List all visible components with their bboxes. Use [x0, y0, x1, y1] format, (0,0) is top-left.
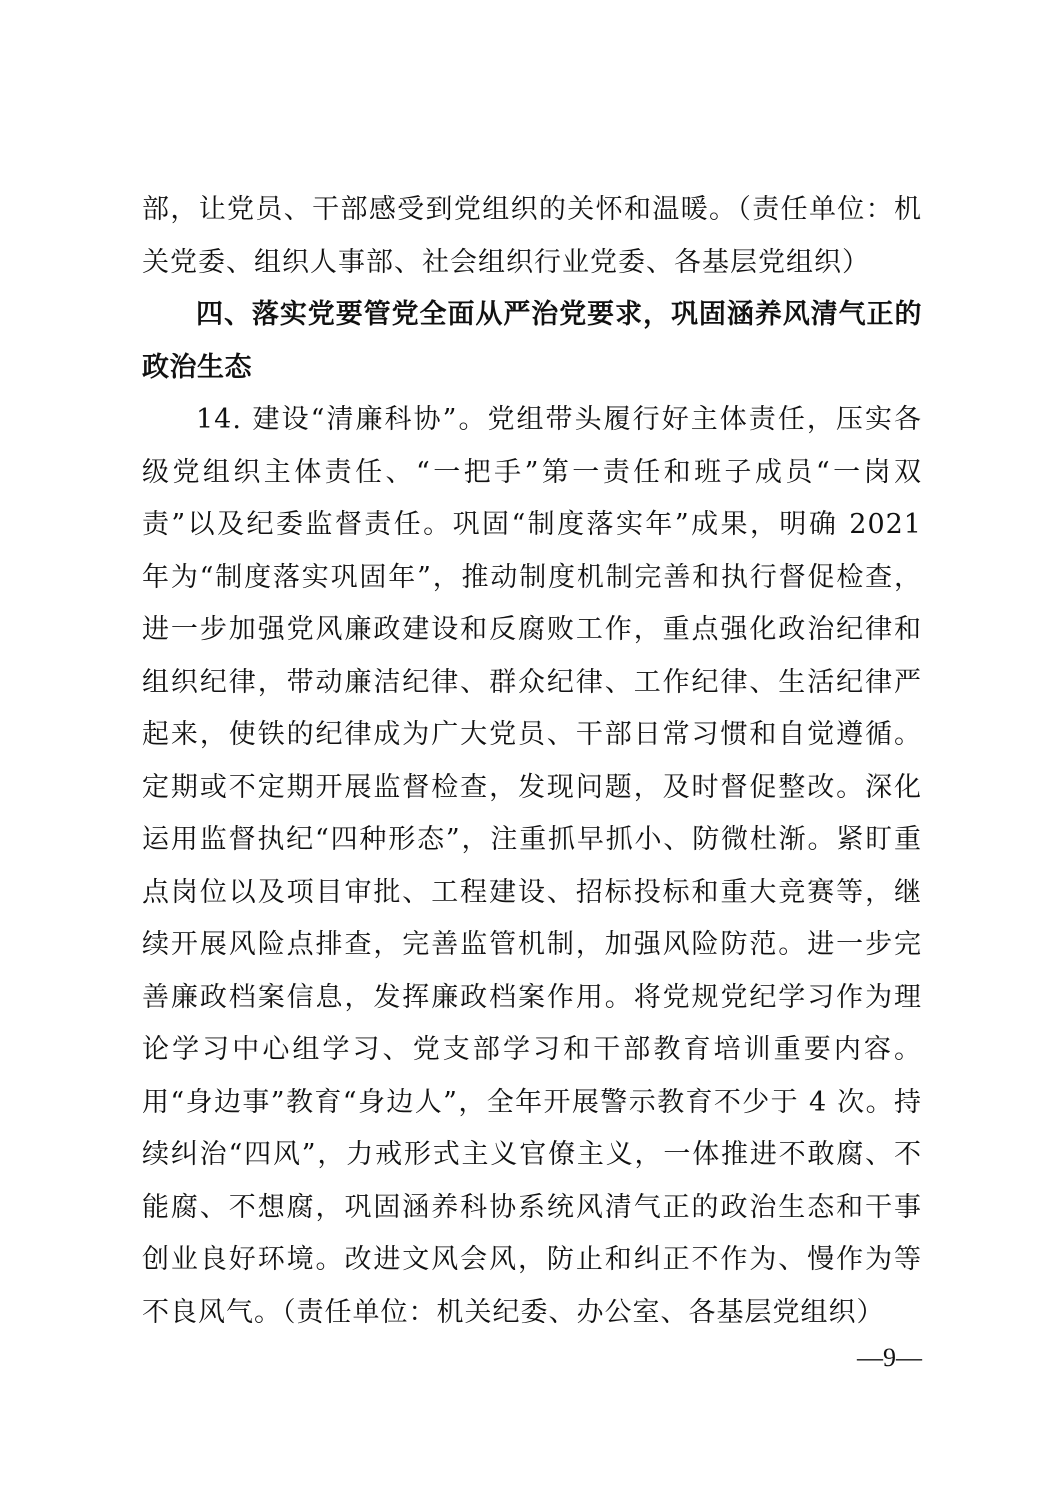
body-paragraph: 14. 建设“清廉科协”。党组带头履行好主体责任，压实各级党组织主体责任、“一把手”第一责任和班子成员“一岗双责”以及纪委监督责任。巩固“制度落实年”成果，明确 2021 年为“制度落实巩固年”，推动制度机制完善和执行督促检查，进一步加强党风廉政建设和反腐败工作，重点强化政治纪律和组织纪律，带动廉洁纪律、群众纪律、工作纪律、生活纪律严起来，使铁的纪律成为广大党员、干部日常习惯和自觉遵循。定期或不定期开展监督检查，发现问题，及时督促整改。深化运用监督执纪“四种形态”，注重抓早抓小、防微杜渐。紧盯重点岗位以及项目审批、工程建设、招标投标和重大竞赛等，继续开展风险点排查，完善监管机制，加强风险防范。进一步完善廉政档案信息，发挥廉政档案作用。将党规党纪学习作为理论学习中心组学习、党支部学习和干部教育培训重要内容。用“身边事”教育“身边人”，全年开展警示教育不少于 4 次。持续纠治“四风”，力戒形式主义官僚主义，一体推进不敢腐、不能腐、不想腐，巩固涵养科协系统风清气正的政治生态和干事创业良好环境。改进文风会风，防止和纠正不作为、慢作为等不良风气。（责任单位：机关纪委、办公室、各基层党组织）: [142, 404, 922, 1328]
section-heading: 四、落实党要管党全面从严治党要求，巩固涵养风清气正的政治生态: [142, 299, 922, 383]
document-page: [142, 184, 922, 1339]
page-number: —9—: [857, 1343, 922, 1372]
continuation-paragraph: 部，让党员、干部感受到党组织的关怀和温暖。（责任单位：机关党委、组织人事部、社会组织行业党委、各基层党组织）: [142, 194, 922, 278]
